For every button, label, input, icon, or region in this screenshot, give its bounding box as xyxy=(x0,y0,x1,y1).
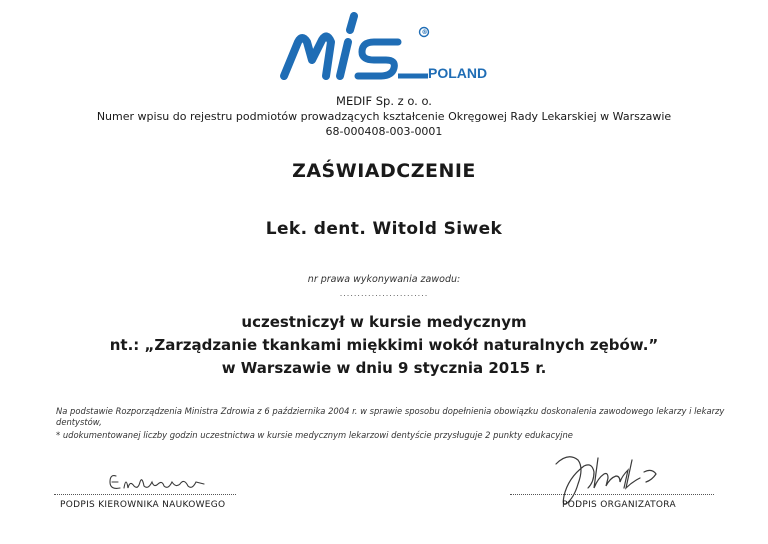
registry-number: 68-000408-003-0001 xyxy=(325,125,443,138)
registered-mark: ® xyxy=(421,29,428,37)
license-label: nr prawa wykonywania zawodu: xyxy=(307,274,461,285)
organizer-signature xyxy=(548,448,678,508)
license-value: ......................... xyxy=(339,289,429,298)
registry-line: Numer wpisu do rejestru podmiotów prowadzących kształcenie Okręgowej Rady Lekarskiej w Warszawie xyxy=(96,110,672,123)
legal-basis-note: Na podstawie Rozporządzenia Ministra Zdrowia z 6 października 2004 r. w sprawie sposobu dopełnienia obowiązku doskonalenia zawodowego lekarzy i lekarzy dentystów, xyxy=(56,406,725,427)
course-line-1: uczestniczył w kursie medycznym xyxy=(241,313,527,331)
certificate-title: ZAŚWIADCZENIE xyxy=(292,160,476,182)
logo-subtitle: POLAND xyxy=(428,65,488,81)
mis-poland-logo xyxy=(278,12,490,90)
logo-brand: MIS xyxy=(278,12,280,13)
company-name: MEDIF Sp. z o. o. xyxy=(336,94,432,108)
signature-line-right xyxy=(510,494,714,495)
course-line-3: w Warszawie w dniu 9 stycznia 2015 r. xyxy=(221,359,547,377)
mis-logo-graphic xyxy=(278,12,490,90)
signature-label-scientific-director: PODPIS KIEROWNIKA NAUKOWEGO xyxy=(60,500,226,510)
points-note: * udokumentowanej liczby godzin uczestnictwa w kursie medycznym lekarzowi dentyście przysługuje 2 punkty edukacyjne xyxy=(56,430,573,440)
recipient-name: Lek. dent. Witold Siwek xyxy=(265,219,503,239)
signature-label-organizer: PODPIS ORGANIZATORA xyxy=(562,500,676,510)
signature-line-left xyxy=(54,494,236,495)
course-line-2: nt.: „Zarządzanie tkankami miękkimi wokół naturalnych zębów.” xyxy=(109,336,659,354)
